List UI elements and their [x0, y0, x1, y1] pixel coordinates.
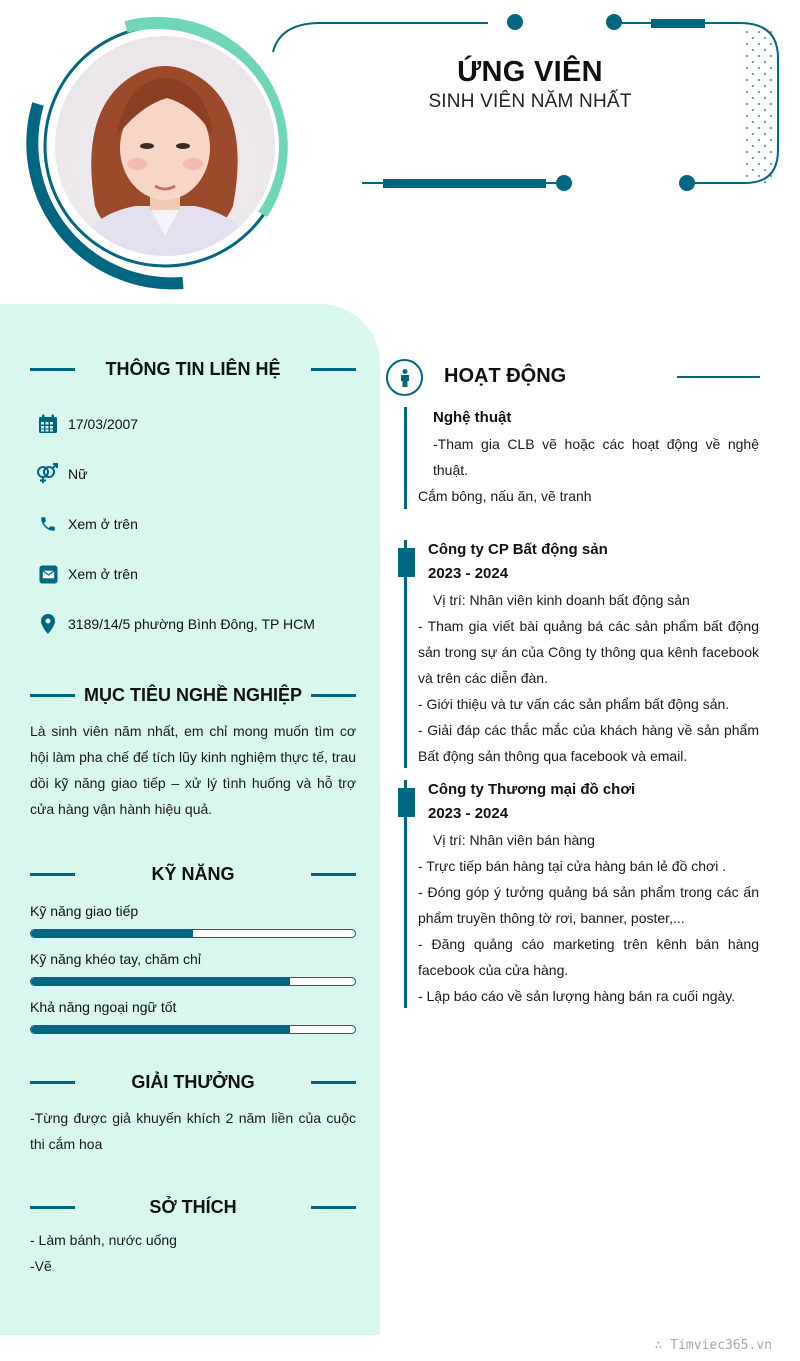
- art-description: -Tham gia CLB vẽ hoặc các hoạt động về nghệ thuật.: [433, 436, 759, 478]
- dob-value: 17/03/2007: [68, 416, 139, 432]
- art-heading: Nghệ thuật: [433, 409, 512, 426]
- title-bar-right: [311, 1081, 356, 1084]
- hobbies-section-title: [30, 1195, 356, 1219]
- title-bar-left: [30, 873, 75, 876]
- location-icon: [36, 612, 60, 636]
- skill-progress-fill: [31, 1026, 290, 1033]
- contact-title-text: THÔNG TIN LIÊN HỆ: [105, 358, 281, 379]
- job-duty: - Giải đáp các thắc mắc của khách hàng về sản phẩm Bất động sản thông qua facebook và email.: [418, 722, 759, 764]
- email-icon: [36, 562, 60, 586]
- awards-text: -Từng được giả khuyến khích 2 năm liền của cuộc thi cắm hoa: [30, 1110, 356, 1152]
- contact-gender: [36, 462, 87, 486]
- contact-email: [36, 562, 138, 586]
- objective-text: Là sinh viên năm nhất, em chỉ mong muốn tìm cơ hội làm pha chế để tích lũy kinh nghiệm thực tế, trau dồi kỹ năng giao tiếp – xử lý tình huống và hỗ trợ cửa hàng vận hành hiệu quả.: [30, 723, 356, 817]
- objective-title-text: MỤC TIÊU NGHỀ NGHIỆP: [83, 684, 302, 705]
- candidate-name: ỨNG VIÊN: [457, 56, 603, 88]
- job-company: Công ty Thương mại đồ chơi: [428, 781, 636, 798]
- job-duty: - Tham gia viết bài quảng bá các sản phẩm bất động sản trong sự án của Công ty thông qua kênh facebook và trên các diễn đàn.: [418, 618, 759, 686]
- job-company: Công ty CP Bất động sản: [428, 541, 608, 558]
- gender-icon: [36, 462, 60, 486]
- title-bar-left: [30, 1206, 75, 1209]
- candidate-subtitle: SINH VIÊN NĂM NHẤT: [428, 91, 632, 112]
- phone-value: Xem ở trên: [68, 516, 138, 532]
- hobbies-title-text: SỞ THÍCH: [149, 1196, 237, 1217]
- job-period: 2023 - 2024: [428, 805, 509, 822]
- contact-dob: [36, 412, 138, 436]
- contact-phone: [36, 512, 138, 536]
- job-period: 2023 - 2024: [428, 565, 509, 582]
- awards-section-title: [30, 1070, 356, 1094]
- contact-address: [36, 612, 315, 636]
- title-bar-right: [311, 368, 356, 371]
- skill-item: [30, 903, 356, 938]
- address-value: 3189/14/5 phường Bình Đông, TP HCM: [68, 616, 315, 632]
- timeline-marker: [398, 788, 415, 817]
- job-duty: - Trực tiếp bán hàng tại cửa hàng bán lẻ đồ chơi .: [418, 858, 727, 874]
- title-bar-left: [30, 694, 75, 697]
- title-bar-right: [311, 873, 356, 876]
- hobby-item: - Làm bánh, nước uống: [30, 1232, 177, 1248]
- job-duty: - Lập báo cáo về sản lượng hàng bán ra cuối ngày.: [418, 988, 736, 1004]
- hobby-item: -Vẽ: [30, 1258, 52, 1274]
- objective-section-title: [30, 683, 356, 707]
- watermark: ∴ Timviec365.vn: [654, 1338, 772, 1353]
- skill-label: Kỹ năng khéo tay, chăm chỉ: [30, 951, 201, 967]
- cv-header: [0, 0, 800, 300]
- skill-progress-bar: [30, 1025, 356, 1034]
- skill-item: [30, 999, 356, 1034]
- skill-item: [30, 951, 356, 986]
- skill-progress-bar: [30, 929, 356, 938]
- skill-progress-bar: [30, 977, 356, 986]
- skills-section-title: [30, 862, 356, 886]
- timeline-marker: [398, 548, 415, 577]
- timeline-line: [404, 407, 407, 509]
- skill-progress-fill: [31, 930, 193, 937]
- job-position: Vị trí: Nhân viên kinh doanh bất động sản: [433, 592, 690, 608]
- skills-title-text: KỸ NĂNG: [151, 863, 235, 884]
- phone-icon: [36, 512, 60, 536]
- name-block: [380, 56, 680, 113]
- awards-title-text: GIẢI THƯỞNG: [131, 1071, 255, 1092]
- portrait-illustration: [55, 36, 275, 256]
- title-bar-left: [30, 1081, 75, 1084]
- job-duty: - Giới thiệu và tư vấn các sản phẩm bất động sản.: [418, 696, 730, 712]
- activities-section-title: [386, 359, 760, 395]
- title-bar-left: [30, 368, 75, 371]
- email-value: Xem ở trên: [68, 566, 138, 582]
- person-icon: [386, 359, 423, 396]
- activities-title-text: HOẠT ĐỘNG: [444, 365, 567, 387]
- job-duty: - Đóng góp ý tưởng quảng bá sản phẩm trong các ấn phẩm truyền thông tờ rơi, banner, poster,...: [418, 884, 759, 926]
- calendar-icon: [36, 412, 60, 436]
- gender-value: Nữ: [68, 466, 88, 482]
- profile-photo: [55, 36, 275, 256]
- job-position: Vị trí: Nhân viên bán hàng: [433, 832, 595, 848]
- art-detail: Cắm bông, nấu ăn, vẽ tranh: [418, 488, 592, 504]
- title-bar-right: [311, 694, 356, 697]
- title-bar-right: [311, 1206, 356, 1209]
- contact-section-title: [30, 357, 356, 381]
- title-bar-right: [677, 376, 760, 378]
- job-duty: - Đăng quảng cáo marketing trên kênh bán hàng facebook của cửa hàng.: [418, 936, 759, 978]
- skill-label: Kỹ năng giao tiếp: [30, 903, 139, 919]
- skill-label: Khả năng ngoại ngữ tốt: [30, 999, 177, 1015]
- skill-progress-fill: [31, 978, 290, 985]
